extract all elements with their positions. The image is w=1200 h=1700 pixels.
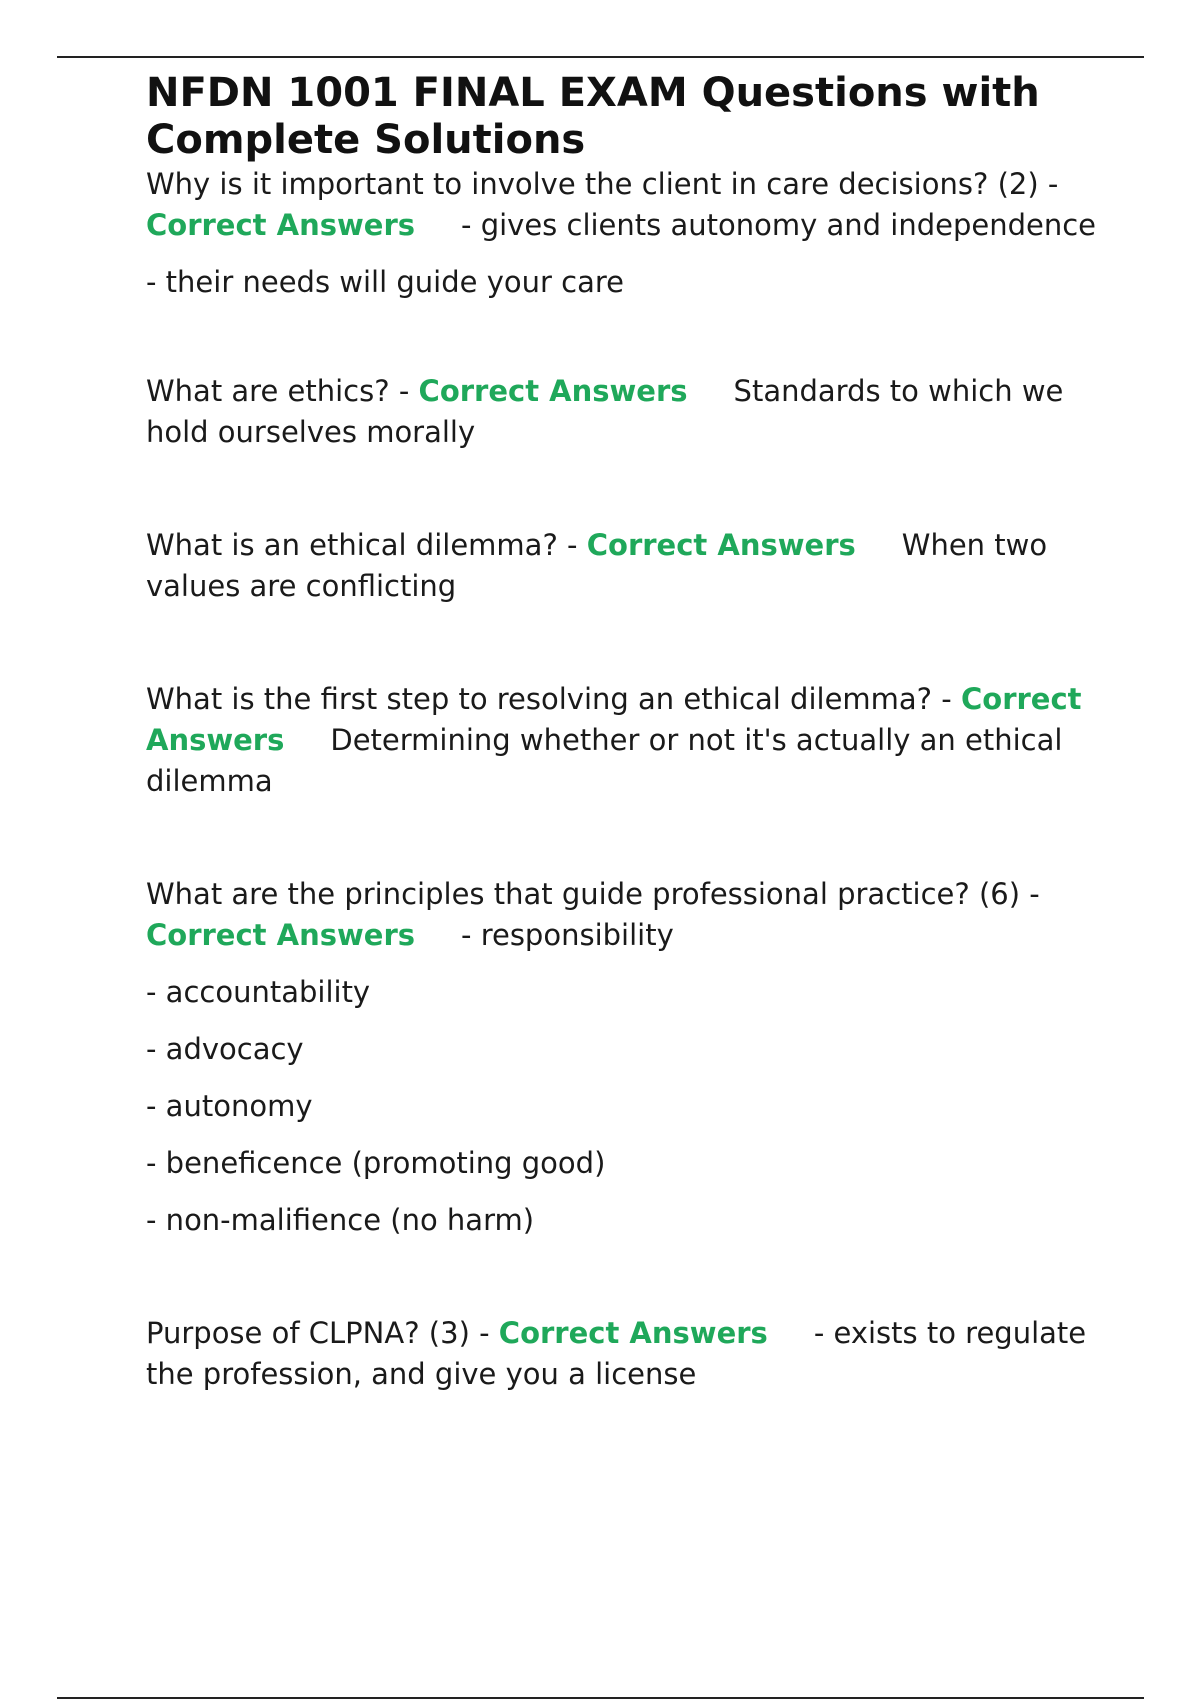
question-text: Purpose of CLPNA? (3) - [146, 1316, 490, 1350]
answer-line: - beneficence (promoting good) [146, 1146, 606, 1180]
answer-text: Determining whether or not it's actually an ethical dilemma [146, 723, 1063, 798]
answer-text: - responsibility [461, 918, 674, 952]
answer-label: Correct Answers [498, 1316, 768, 1350]
answer-text: - gives clients autonomy and independence [461, 208, 1096, 242]
answer-label: Correct Answers [146, 682, 1082, 757]
answer-line: - advocacy [146, 1032, 304, 1066]
document-body [146, 70, 1096, 1395]
qa-text [146, 874, 1096, 956]
question-text: Why is it important to involve the client in care decisions? (2) - [146, 167, 1059, 201]
qa-text [146, 1313, 1096, 1395]
qa-item [146, 679, 1096, 802]
qa-item [146, 525, 1096, 607]
answer-label: Correct Answers [146, 208, 416, 242]
answer-line: - non-malifience (no harm) [146, 1203, 535, 1237]
answer-label: Correct Answers [418, 374, 688, 408]
question-text: What are the principles that guide professional practice? (6) - [146, 877, 1040, 911]
document-title: NFDN 1001 FINAL EXAM Questions with Complete Solutions [146, 70, 1040, 163]
qa-item [146, 874, 1096, 1241]
answer-label: Correct Answers [146, 918, 416, 952]
answer-line: - their needs will guide your care [146, 265, 624, 299]
answer-line: - accountability [146, 975, 371, 1009]
qa-text [146, 525, 1096, 607]
answer-line: - autonomy [146, 1089, 313, 1123]
question-text: What are ethics? - [146, 374, 410, 408]
qa-text [146, 164, 1096, 246]
question-text: What is the first step to resolving an ethical dilemma? - [146, 682, 952, 716]
top-rule [57, 56, 1144, 58]
qa-text [146, 679, 1096, 802]
answer-text: Standards to which we hold ourselves morally [146, 374, 1064, 449]
answer-text: When two values are conflicting [146, 528, 1048, 603]
qa-text [146, 371, 1096, 453]
answer-text: - exists to regulate the profession, and give you a license [146, 1316, 1087, 1391]
question-text: What is an ethical dilemma? - [146, 528, 578, 562]
bottom-rule [57, 1697, 1144, 1699]
qa-item [146, 371, 1096, 453]
answer-label: Correct Answers [586, 528, 856, 562]
qa-item [146, 1313, 1096, 1395]
qa-item [146, 164, 1096, 303]
